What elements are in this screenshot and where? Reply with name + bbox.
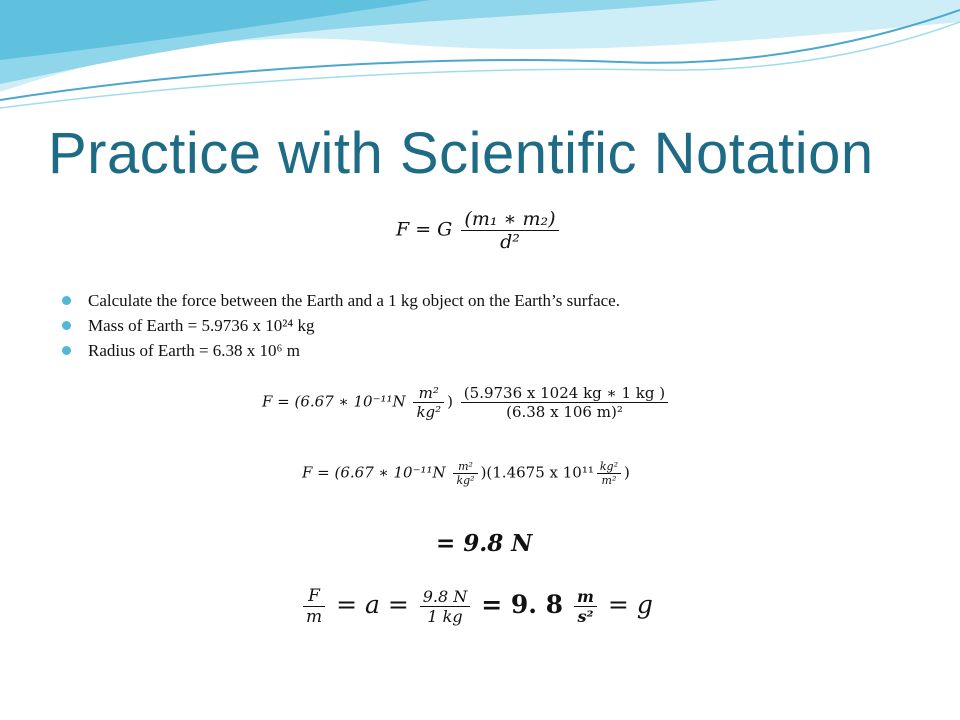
final-eq-g: = g xyxy=(607,590,653,619)
final-eq-a: = a = xyxy=(336,590,409,619)
bullet-item-task: Calculate the force between the Earth and a 1 kg object on the Earth’s surface. xyxy=(62,288,922,313)
bullet-item-earth-radius: Radius of Earth = 6.38 x 10⁶ m xyxy=(62,338,922,363)
step2-unit2-den: m² xyxy=(597,473,621,487)
header-wave-decoration xyxy=(0,0,960,120)
final-value-fraction xyxy=(420,587,471,626)
step2-middle: )(1.4675 x 10¹¹ xyxy=(480,463,594,482)
step2-close: ) xyxy=(624,463,630,482)
step1-unit-fraction xyxy=(413,384,444,421)
bullet-list xyxy=(62,288,922,363)
step1-unit-den: kg² xyxy=(413,402,444,421)
final-value-den: 1 kg xyxy=(420,606,471,626)
final-f-over-m xyxy=(303,586,325,627)
final-equation xyxy=(300,586,653,627)
step1-prefix: F = (6.67 ∗ 10⁻¹¹N xyxy=(262,392,406,411)
final-f-num: F xyxy=(308,586,320,606)
final-unit-fraction xyxy=(574,587,597,626)
gravitation-formula xyxy=(396,208,562,253)
step1-unit-num: m² xyxy=(418,384,439,402)
step2-unit2-num: kg² xyxy=(599,460,618,473)
formula-fraction xyxy=(461,208,558,253)
step2-unit1-fraction xyxy=(453,460,477,487)
step2-unit1-num: m² xyxy=(458,460,473,473)
calculation-step-1 xyxy=(262,384,671,421)
result-value: = 9.8 N xyxy=(436,530,533,557)
slide-title: Practice with Scientific Notation xyxy=(48,121,874,186)
step1-value-fraction xyxy=(461,384,668,421)
step2-unit1-den: kg² xyxy=(453,473,477,487)
step1-denominator: (6.38 x 106 m)² xyxy=(461,402,668,421)
final-eq-bold: = 9. 8 xyxy=(481,590,564,619)
final-unit-den: s² xyxy=(574,606,597,626)
calculation-step-2 xyxy=(302,460,630,487)
formula-numerator: (m₁ ∗ m₂) xyxy=(464,208,556,230)
final-f-den: m xyxy=(303,606,325,627)
step1-close: ) xyxy=(447,392,454,411)
step1-numerator: (5.9736 x 1024 kg ∗ 1 kg ) xyxy=(463,384,666,402)
final-unit-num: m xyxy=(577,587,594,606)
step2-unit2-fraction xyxy=(597,460,621,487)
formula-lhs: F = G xyxy=(396,218,453,241)
formula-denominator: d² xyxy=(461,230,558,253)
bullet-item-earth-mass: Mass of Earth = 5.9736 x 10²⁴ kg xyxy=(62,313,922,338)
step2-prefix: F = (6.67 ∗ 10⁻¹¹N xyxy=(302,463,446,482)
final-value-num: 9.8 N xyxy=(422,587,468,606)
